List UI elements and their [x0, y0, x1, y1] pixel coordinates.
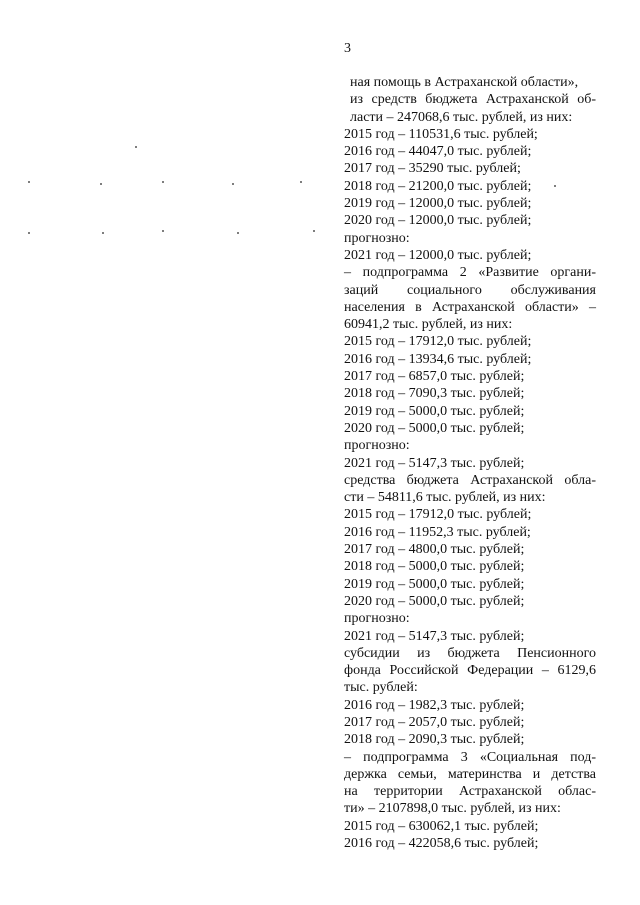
text-line: на территории Астраханской облас- — [344, 784, 596, 800]
text-line: фонда Российской Федерации – 6129,6 — [344, 663, 596, 679]
text-line: 2017 год – 4800,0 тыс. рублей; — [344, 542, 525, 558]
text-line: 2017 год – 2057,0 тыс. рублей; — [344, 714, 525, 730]
text-line: 2021 год – 5147,3 тыс. рублей; — [344, 628, 525, 644]
text-line: 2021 год – 5147,3 тыс. рублей; — [344, 455, 525, 471]
text-line: 2017 год – 35290 тыс. рублей; — [344, 161, 521, 177]
text-line: 2020 год – 5000,0 тыс. рублей; — [344, 420, 525, 436]
text-line: держка семьи, материнства и детства — [344, 766, 596, 782]
text-line: из средств бюджета Астраханской об- — [350, 92, 596, 108]
scan-speck — [313, 230, 315, 232]
text-line: 2016 год – 1982,3 тыс. рублей; — [344, 697, 525, 713]
scan-speck — [237, 232, 239, 234]
text-line: 2019 год – 5000,0 тыс. рублей; — [344, 576, 525, 592]
text-line: сти – 54811,6 тыс. рублей, из них: — [344, 490, 546, 506]
text-line: 2020 год – 5000,0 тыс. рублей; — [344, 593, 525, 609]
text-line: – подпрограмма 2 «Развитие органи- — [344, 265, 596, 281]
text-line: средства бюджета Астраханской обла- — [344, 472, 596, 488]
scan-speck — [102, 232, 104, 234]
text-line: 2016 год – 44047,0 тыс. рублей; — [344, 144, 532, 160]
text-line: 2018 год – 2090,3 тыс. рублей; — [344, 732, 525, 748]
scan-speck — [300, 181, 302, 183]
scan-speck — [28, 181, 30, 183]
text-line: – подпрограмма 3 «Социальная под- — [344, 749, 596, 765]
text-line: 2016 год – 13934,6 тыс. рублей; — [344, 351, 532, 367]
text-line: 2018 год – 21200,0 тыс. рублей; — [344, 178, 532, 194]
text-line: тыс. рублей: — [344, 680, 418, 696]
text-line: ти» – 2107898,0 тыс. рублей, из них: — [344, 801, 561, 817]
text-line: 60941,2 тыс. рублей, из них: — [344, 317, 513, 333]
scan-speck — [135, 146, 137, 148]
text-line: прогнозно: — [344, 230, 410, 246]
text-line: 2015 год – 630062,1 тыс. рублей; — [344, 818, 539, 834]
scan-speck — [28, 232, 30, 234]
text-line: 2015 год – 17912,0 тыс. рублей; — [344, 507, 532, 523]
text-line: 2017 год – 6857,0 тыс. рублей; — [344, 369, 525, 385]
text-line: ласти – 247068,6 тыс. рублей, из них: — [350, 109, 573, 125]
text-line: 2019 год – 5000,0 тыс. рублей; — [344, 403, 525, 419]
text-line: ная помощь в Астраханской области», — [350, 75, 579, 90]
text-line: субсидии из бюджета Пенсионного — [344, 645, 596, 661]
text-column — [344, 74, 596, 852]
scan-speck — [100, 183, 102, 185]
text-line: 2015 год – 17912,0 тыс. рублей; — [344, 334, 532, 350]
text-line: заций социального обслуживания — [344, 282, 596, 298]
text-line: прогнозно: — [344, 611, 410, 627]
scan-speck — [162, 230, 164, 232]
text-line: 2018 год – 5000,0 тыс. рублей; — [344, 559, 525, 575]
text-line: 2016 год – 422058,6 тыс. рублей; — [344, 836, 539, 852]
text-line: 2018 год – 7090,3 тыс. рублей; — [344, 386, 525, 402]
page-number: 3 — [344, 41, 351, 56]
text-line: 2019 год – 12000,0 тыс. рублей; — [344, 196, 532, 212]
scan-speck — [232, 183, 234, 185]
text-line: прогнозно: — [344, 438, 410, 454]
text-line: 2020 год – 12000,0 тыс. рублей; — [344, 213, 532, 229]
text-line: 2016 год – 11952,3 тыс. рублей; — [344, 524, 531, 540]
scan-speck — [554, 185, 556, 187]
text-line: 2015 год – 110531,6 тыс. рублей; — [344, 126, 538, 142]
scan-speck — [162, 181, 164, 183]
text-line: населения в Астраханской области» – — [344, 299, 596, 315]
text-line: 2021 год – 12000,0 тыс. рублей; — [344, 247, 532, 263]
